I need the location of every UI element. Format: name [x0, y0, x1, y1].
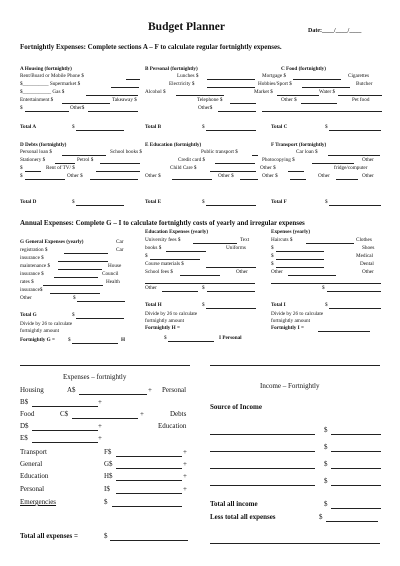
section-f-line: Other [362, 173, 374, 179]
section-h-line: Course materials $ [145, 261, 184, 267]
income-title: Income – Fortnightly [260, 382, 320, 390]
summary-label: Food [20, 410, 35, 418]
section-b-line: Lunches $ [177, 73, 199, 79]
section-c-field[interactable] [338, 95, 382, 96]
section-d-field[interactable] [25, 179, 65, 180]
dollar-sign: $ [202, 302, 205, 308]
section-e-line: Public transport $ [201, 149, 238, 155]
summary-field[interactable] [32, 430, 98, 431]
summary-code: B$ [20, 398, 29, 406]
section-d-line: Stationery $ [20, 157, 46, 163]
section-d-field[interactable] [25, 171, 41, 172]
section-i-fortnightly-field[interactable] [318, 331, 370, 332]
section-a-field[interactable] [86, 95, 138, 96]
section-a-total-field[interactable] [76, 130, 124, 131]
section-h-field[interactable] [162, 291, 198, 292]
section-b-field[interactable] [230, 103, 256, 104]
dollar-sign: $ [319, 513, 323, 521]
section-a-line: $___________ Gas $ [20, 89, 65, 95]
total-all-expenses-field[interactable] [110, 540, 188, 541]
section-c-total-field[interactable] [329, 130, 381, 131]
summary-field[interactable] [72, 418, 138, 419]
section-g-line: Car [116, 247, 124, 253]
section-b-total-label: Total B [145, 124, 162, 130]
less-total-expenses-label: Less total all expenses [210, 513, 276, 521]
section-i-line: $ [271, 253, 274, 259]
dollar-sign: $ [324, 443, 328, 451]
dollar-sign: $ [164, 335, 167, 341]
section-a-field[interactable] [25, 111, 69, 112]
section-b-field[interactable] [176, 95, 224, 96]
section-e-field[interactable] [215, 163, 255, 164]
section-c-line: Other $ [281, 97, 297, 103]
section-c-field[interactable] [277, 95, 319, 96]
section-b-field[interactable] [207, 79, 255, 80]
dollar-sign: $ [325, 124, 328, 130]
section-h-field[interactable] [166, 251, 206, 252]
summary-code: G$ [104, 460, 113, 468]
section-h-line: School fees $ [145, 269, 173, 275]
section-i-line: Medical [356, 253, 373, 259]
dollar-sign: $ [104, 532, 108, 540]
section-f-total-label: Total F [271, 199, 287, 205]
section-d-field[interactable] [55, 163, 75, 164]
total-income-field[interactable] [331, 508, 381, 509]
section-e-line: Other $ [145, 173, 161, 179]
divider [210, 543, 380, 544]
dollar-sign: $ [324, 477, 328, 485]
summary-label: General [20, 460, 43, 468]
section-d-line: Other $ [67, 173, 83, 179]
summary-right-label: Education [158, 422, 187, 430]
section-d-line: $ [20, 173, 23, 179]
section-c-field[interactable] [301, 103, 337, 104]
section-f-total-field[interactable] [329, 205, 381, 206]
section-i-total-label: Total I [271, 302, 286, 308]
section-d-total-label: Total D [20, 199, 37, 205]
section-i-line: $ [271, 245, 274, 251]
summary-code: F$ [104, 448, 112, 456]
section-e-field[interactable] [240, 179, 258, 180]
section-g-line: Council [102, 271, 119, 277]
section-i-field[interactable] [276, 251, 324, 252]
section-g-total-field[interactable] [76, 318, 124, 319]
section-b-total-field[interactable] [206, 130, 256, 131]
section-h-line: Other [145, 285, 157, 291]
section-g-field[interactable] [43, 285, 103, 286]
dollar-sign: $ [202, 124, 205, 130]
section-g-line: registration $ [20, 247, 48, 253]
section-i-line: $ [322, 285, 325, 291]
section-a-field[interactable] [111, 87, 139, 88]
section-d-line: Personal loan $ [20, 149, 52, 155]
section-a-field[interactable] [126, 79, 140, 80]
income-source-field[interactable] [210, 451, 315, 452]
section-b-field[interactable] [218, 111, 256, 112]
section-e-line: Child Care $ [170, 165, 197, 171]
summary-field[interactable] [32, 406, 98, 407]
section-d-line: $ [20, 165, 23, 171]
section-h-field[interactable] [145, 283, 255, 284]
section-g-line: Health [106, 279, 120, 285]
section-c-line: Pet food [352, 97, 370, 103]
dollar-sign: $ [324, 500, 328, 508]
less-expenses-field[interactable] [326, 521, 378, 522]
section-a-line: Rent/Board or Mobile Phone $ [20, 73, 84, 79]
section-c-line: Cigarettes [348, 73, 370, 79]
section-f-line: Photocopying $ [262, 157, 295, 163]
section-a-line: $__________ Supermarket $ [20, 81, 81, 87]
dollar-sign: $ [324, 460, 328, 468]
section-c-field[interactable] [302, 87, 350, 88]
section-a-field[interactable] [88, 111, 138, 112]
section-g-field[interactable] [77, 301, 125, 302]
section-h-divide: fortnightly amount [145, 318, 185, 324]
section-h-line: Text [240, 237, 250, 243]
section-h-line: books $ [145, 245, 162, 251]
section-h-line: Other [236, 269, 248, 275]
section-e-field[interactable] [172, 179, 212, 180]
section-h-field[interactable] [206, 267, 256, 268]
section-e-line: Credit card $ [178, 157, 206, 163]
section-g-total-label: Total G [20, 312, 37, 318]
section-g-title: G General Expenses (yearly) [20, 239, 84, 245]
section-i-line: Haircuts $ [271, 237, 293, 243]
section-g-fortnightly-field[interactable] [72, 343, 118, 344]
section-d-title: D Debts (fortnightly) [20, 142, 67, 148]
income-source-field[interactable] [210, 434, 315, 435]
section-d-field[interactable] [90, 179, 138, 180]
section-e-line: Other $ [218, 173, 234, 179]
dollar-sign: $ [68, 337, 71, 343]
section-f-line: Car loan $ [296, 149, 318, 155]
annual-heading: Annual Expenses: Complete G – I to calculate fortnightly costs of yearly and irregular expenses [20, 219, 305, 227]
section-h-line: $ [145, 253, 148, 259]
dollar-sign: $ [73, 295, 76, 301]
summary-field[interactable] [79, 394, 147, 395]
fortnightly-heading: Fortnightly Expenses: Complete sections A – F to calculate regular fortnightly expenses. [20, 43, 282, 51]
section-h-field[interactable] [180, 275, 220, 276]
section-h-line: $ [202, 285, 205, 291]
section-h-field[interactable] [207, 291, 255, 292]
section-i-field[interactable] [276, 259, 324, 260]
divider [210, 365, 380, 366]
section-e-field[interactable] [210, 171, 256, 172]
summary-plus: + [98, 422, 102, 430]
section-i-line: Dental [360, 261, 374, 267]
section-i-field[interactable] [276, 267, 324, 268]
summary-right-label: Personal [162, 386, 187, 394]
section-g-line: House [108, 263, 122, 269]
section-g-field[interactable] [64, 253, 108, 254]
section-i-total-field[interactable] [329, 308, 381, 309]
summary-label: Education [20, 472, 49, 480]
summary-code: A$ [67, 386, 76, 394]
section-a-line: Takeaway $ [112, 97, 137, 103]
section-b-title: B Personal (fortnightly) [145, 66, 198, 72]
summary-field[interactable] [116, 456, 182, 457]
total-all-income-label: Total all income [210, 500, 258, 508]
income-amount-field[interactable] [331, 485, 381, 486]
section-e-field[interactable] [252, 155, 258, 156]
section-i-fortnightly: Fortnightly I = [271, 325, 304, 331]
section-i-field[interactable] [306, 243, 354, 244]
section-i-line: Other [362, 269, 374, 275]
summary-label: Housing [20, 386, 44, 394]
section-a-title: A Housing (fortnightly) [20, 66, 72, 72]
section-g-line: insurance $ [20, 271, 44, 277]
income-amount-field[interactable] [331, 468, 381, 469]
section-i-divide: Divide by 26 to calculate [271, 311, 324, 317]
section-d-line: School books $ [110, 149, 142, 155]
summary-code: D$ [20, 422, 29, 430]
section-d-line: Petrol $ [77, 157, 94, 163]
section-g-field[interactable] [58, 269, 102, 270]
expenses-summary-title: Expenses – fortnightly [63, 373, 127, 381]
section-h-fortnightly-field[interactable] [168, 341, 214, 342]
section-i-divide: fortnightly amount [271, 318, 311, 324]
summary-plus: + [98, 398, 102, 406]
summary-plus: + [98, 434, 102, 442]
summary-field[interactable] [116, 493, 182, 494]
dollar-sign: $ [202, 199, 205, 205]
section-d-field[interactable] [62, 155, 106, 156]
summary-label: Personal [20, 485, 45, 493]
section-h-total-label: Total H [145, 302, 162, 308]
section-b-line: Other$ [198, 105, 213, 111]
section-f-field[interactable] [290, 179, 306, 180]
section-g-field[interactable] [50, 293, 100, 294]
section-f-field[interactable] [288, 171, 304, 172]
section-h-total-field[interactable] [206, 308, 256, 309]
dollar-sign: $ [72, 312, 75, 318]
section-h-field[interactable] [193, 243, 237, 244]
summary-label: Emergencies [20, 498, 57, 506]
section-g-line: Car [116, 239, 124, 245]
section-c-field[interactable] [293, 79, 341, 80]
section-b-field[interactable] [207, 87, 255, 88]
section-c-line: Hobbies/Sport $ [258, 81, 292, 87]
summary-right-label: Debts [170, 410, 187, 418]
section-d-total-field[interactable] [76, 205, 124, 206]
summary-plus: + [183, 485, 187, 493]
section-h-fortnightly: Fortnightly H = [145, 325, 180, 331]
section-g-line: Other [20, 295, 32, 301]
section-g-line: maintenance $ [20, 263, 51, 269]
summary-field[interactable] [116, 480, 182, 481]
summary-plus: + [183, 448, 187, 456]
income-source-field[interactable] [210, 468, 315, 469]
dollar-sign: $ [72, 124, 75, 130]
section-g-line: rates $ [20, 279, 34, 285]
section-e-title: E Education (fortnightly) [145, 142, 202, 148]
section-c-line: Market $ [254, 89, 273, 95]
section-b-line: Telephone $ [197, 97, 223, 103]
dollar-sign: $ [325, 302, 328, 308]
section-a-field[interactable] [62, 103, 110, 104]
section-i-field[interactable] [327, 291, 381, 292]
summary-plus: + [148, 386, 152, 394]
summary-plus: + [140, 410, 144, 418]
section-i-field[interactable] [288, 275, 336, 276]
dollar-sign: $ [325, 199, 328, 205]
section-e-total-field[interactable] [206, 205, 256, 206]
section-g-divide: fortnightly amount [20, 328, 60, 334]
section-h-line: University fees $ [145, 237, 181, 243]
section-f-line: fridge/computer [334, 165, 368, 171]
total-all-expenses-label: Total all expenses = [20, 532, 78, 540]
section-i-line: Clothes [356, 237, 372, 243]
section-f-field[interactable] [328, 155, 380, 156]
section-a-line: Other$ [70, 105, 85, 111]
section-b-line: Electricity $ [169, 81, 195, 87]
section-g-field[interactable] [58, 261, 108, 262]
section-i-field[interactable] [271, 283, 381, 284]
section-h-title: Education Expenses (yearly) [145, 229, 209, 235]
section-a-total-label: Total A [20, 124, 37, 130]
date-label: Date:____/____/____ [308, 28, 362, 34]
summary-code: H$ [104, 472, 113, 480]
source-of-income-label: Source of Income [210, 403, 262, 411]
divider [20, 365, 190, 366]
section-d-line: Rent of TV/ $ [46, 165, 75, 171]
page-title: Budget Planner [148, 21, 225, 33]
income-source-field[interactable] [210, 485, 315, 486]
section-h-field[interactable] [150, 259, 200, 260]
section-i-title: Expenses (yearly) [271, 229, 311, 235]
section-i-line: $ [271, 261, 274, 267]
dollar-sign: $ [324, 426, 328, 434]
section-c-field[interactable] [262, 111, 382, 112]
summary-code: I$ [104, 485, 110, 493]
summary-field[interactable] [32, 442, 98, 443]
section-a-line: $ [20, 105, 23, 111]
section-i-line: Other [271, 269, 283, 275]
income-amount-field[interactable] [331, 434, 381, 435]
section-i-personal-label: I Personal [219, 335, 242, 341]
section-h-divide: Divide by 26 to calculate [145, 311, 198, 317]
section-h-line: Uniforms [226, 245, 246, 251]
section-f-field[interactable] [336, 179, 358, 180]
summary-code: $ [104, 498, 108, 506]
section-d-field[interactable] [96, 171, 140, 172]
section-f-line: Other [318, 173, 330, 179]
section-e-total-label: Total E [145, 199, 162, 205]
summary-plus: + [183, 460, 187, 468]
summary-code: C$ [60, 410, 69, 418]
section-f-line: Other $ [260, 165, 276, 171]
summary-field[interactable] [112, 506, 182, 507]
section-g-line: insurance$ [20, 287, 43, 293]
summary-field[interactable] [116, 468, 182, 469]
section-f-title: F Transport (fortnightly) [271, 142, 327, 148]
section-c-line: Mortgage $ [262, 73, 287, 79]
section-b-line: Alcohol $ [145, 89, 166, 95]
section-f-field[interactable] [312, 163, 354, 164]
section-g-divide: Divide by 26 to calculate [20, 321, 73, 327]
summary-code: E$ [20, 434, 28, 442]
section-g-line: insurance $ [20, 255, 44, 261]
section-g-h-label: H [121, 337, 126, 343]
section-f-line: Other $ [262, 173, 278, 179]
section-c-title: C Food (fortnightly) [281, 66, 326, 72]
section-g-fortnightly: Fortnightly G = [20, 337, 55, 343]
dollar-sign: $ [72, 199, 75, 205]
section-c-total-label: Total C [271, 124, 288, 130]
section-a-line: Entertainment $ [20, 97, 54, 103]
section-g-field[interactable] [54, 277, 98, 278]
section-i-line: Shoes [362, 245, 375, 251]
income-amount-field[interactable] [331, 451, 381, 452]
section-f-line: Other [362, 157, 374, 163]
section-c-line: Butcher [356, 81, 373, 87]
section-c-line: Water $ [319, 89, 336, 95]
summary-label: Transport [20, 448, 47, 456]
summary-plus: + [183, 472, 187, 480]
section-d-field[interactable] [100, 163, 140, 164]
